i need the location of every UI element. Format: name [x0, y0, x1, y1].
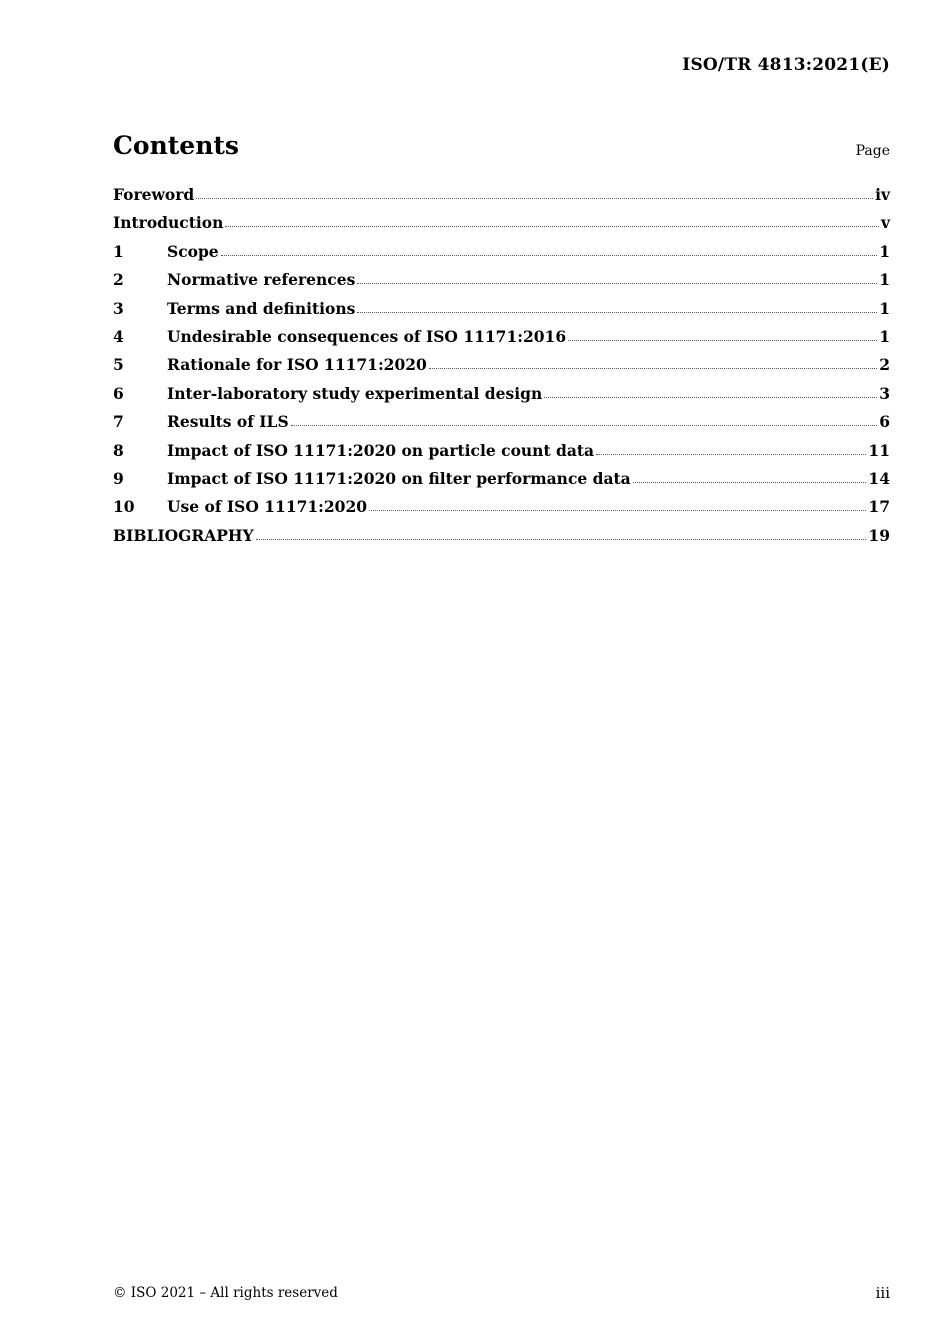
toc-dot-leader — [429, 367, 877, 369]
toc-entry-page: v — [880, 213, 890, 233]
toc-dot-leader — [596, 453, 866, 455]
toc-dot-leader — [369, 509, 866, 511]
toc-entry-title: Rationale for ISO 11171:2020 — [167, 355, 427, 375]
toc-dot-leader — [225, 225, 879, 227]
toc-entry-title: Inter-laboratory study experimental design — [167, 383, 543, 403]
page-column-label: Page — [855, 143, 890, 159]
toc-entry-number: 7 — [113, 412, 124, 432]
toc-entry-title: Results of ILS — [167, 412, 289, 432]
toc-entry-title: Foreword — [113, 185, 195, 204]
toc-entry-number: 10 — [113, 497, 135, 517]
toc-entry-page: 1 — [879, 270, 890, 290]
toc-entry-page: 1 — [879, 326, 890, 346]
toc-entry-title: Use of ISO 11171:2020 — [167, 497, 368, 517]
toc-entry-introduction[interactable] — [113, 213, 890, 241]
toc-entry-page: 11 — [868, 440, 890, 460]
toc-entry-page: 1 — [879, 241, 890, 261]
toc-entry-scope[interactable] — [113, 242, 890, 270]
toc-entry-number: 8 — [113, 440, 124, 460]
document-id: ISO/TR 4813:2021(E) — [682, 55, 890, 75]
toc-entry-normative-references[interactable] — [113, 270, 890, 298]
toc-entry-terms-and-definitions[interactable] — [113, 299, 890, 327]
toc-entry-ils-design[interactable] — [113, 384, 890, 412]
toc-entry-title: BIBLIOGRAPHY — [113, 525, 254, 545]
toc-entry-page: 3 — [879, 383, 890, 403]
toc-entry-title: Introduction — [113, 213, 224, 233]
toc-entry-number: 6 — [113, 383, 124, 403]
toc-entry-page: 17 — [868, 497, 890, 517]
toc-entry-number: 1 — [113, 241, 124, 261]
toc-entry-page: 19 — [868, 525, 890, 545]
toc-dot-leader — [568, 339, 877, 341]
toc-dot-leader — [291, 424, 878, 426]
toc-entry-title: Terms and definitions — [167, 298, 356, 318]
toc-dot-leader — [544, 396, 877, 398]
toc-entry-page: 1 — [879, 298, 890, 318]
toc-dot-leader — [357, 282, 877, 284]
toc-dot-leader — [196, 197, 873, 199]
toc-entry-rationale[interactable] — [113, 355, 890, 383]
toc-entry-title: Impact of ISO 11171:2020 on filter performance data — [167, 468, 631, 488]
toc-entry-title: Normative references — [167, 270, 356, 290]
toc-entry-particle-count-impact[interactable] — [113, 441, 890, 469]
toc-dot-leader — [633, 481, 867, 483]
toc-dot-leader — [357, 311, 877, 313]
toc-entry-undesirable-consequences[interactable] — [113, 327, 890, 355]
toc-entry-bibliography[interactable] — [113, 526, 890, 554]
toc-entry-results-of-ils[interactable] — [113, 412, 890, 440]
toc-entry-title: Undesirable consequences of ISO 11171:2016 — [167, 326, 567, 346]
toc-entry-number: 9 — [113, 468, 124, 488]
toc-entry-number: 4 — [113, 326, 124, 346]
toc-entry-foreword[interactable] — [113, 185, 890, 213]
toc-entry-use-of-iso[interactable] — [113, 497, 890, 525]
toc-entry-filter-performance-impact[interactable] — [113, 469, 890, 497]
toc-entry-number: 2 — [113, 270, 124, 290]
toc-entry-number: 3 — [113, 298, 124, 318]
toc-entry-page: 2 — [879, 355, 890, 375]
table-of-contents — [113, 185, 890, 554]
toc-dot-leader — [256, 538, 867, 540]
footer-copyright: © ISO 2021 – All rights reserved — [113, 1285, 338, 1301]
toc-entry-title: Scope — [167, 241, 219, 261]
toc-entry-page: iv — [875, 185, 890, 204]
toc-entry-number: 5 — [113, 355, 124, 375]
toc-dot-leader — [221, 254, 878, 256]
toc-entry-page: 6 — [879, 412, 890, 432]
toc-entry-page: 14 — [868, 468, 890, 488]
toc-entry-title: Impact of ISO 11171:2020 on particle count data — [167, 440, 595, 460]
contents-heading: Contents — [113, 131, 240, 160]
footer-page-number: iii — [875, 1284, 890, 1302]
